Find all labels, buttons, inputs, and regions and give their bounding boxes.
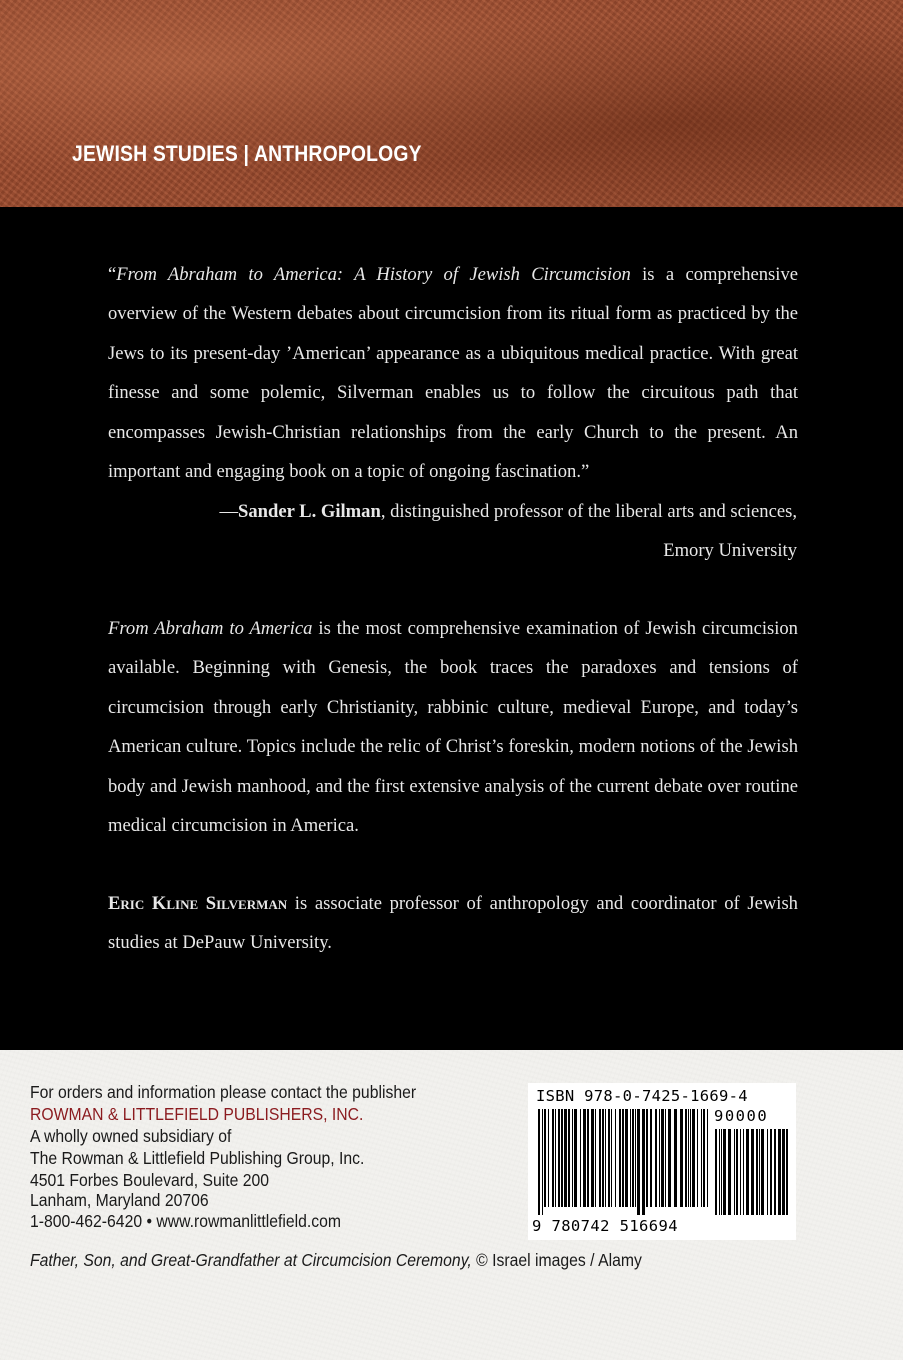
barcode-bar: [615, 1109, 616, 1207]
textured-header-band: [0, 0, 907, 207]
isbn-barcode: [528, 1083, 796, 1240]
barcode-bar: [622, 1109, 624, 1207]
barcode-bar: [561, 1109, 563, 1207]
barcode-bar: [665, 1109, 666, 1207]
publisher-contact: 1-800-462-6420 • www.rowmanlittlefield.com: [30, 1211, 342, 1231]
barcode-bar: [655, 1109, 657, 1207]
barcode-bar: [572, 1109, 573, 1207]
barcode-bar: [591, 1109, 594, 1207]
attribution-name: Sander L. Gilman: [238, 501, 381, 522]
barcode-bar: [701, 1109, 702, 1207]
quote-text: is a comprehensive overview of the Western debates about circumcision from its ritual form as practiced by the Jews to its present-day ’American’ appearance as a ubiquitous medical practice. With great finesse and some polemic, Silverman enables us to follow the circuitous path that encompasses Jewish-Christian relationships from the early Church to the present. An important and engaging book on a topic of ongoing fascination.”: [108, 264, 799, 483]
barcode-bar: [703, 1109, 705, 1207]
author-bio-text: is associate professor of anthropology and coordinator of Jewish studies at DePauw University.: [108, 893, 798, 954]
barcode-bar: [650, 1109, 652, 1207]
barcode-bar: [782, 1129, 785, 1215]
barcode-bar: [778, 1129, 781, 1215]
barcode-bar: [625, 1109, 628, 1207]
quote-attribution: [219, 492, 797, 571]
barcode-bar: [632, 1109, 634, 1207]
attribution-title: , distinguished professor of the liberal arts and sciences,: [380, 501, 797, 522]
publisher-address: 4501 Forbes Boulevard, Suite 200: [30, 1170, 270, 1190]
quote-open-mark: “: [108, 264, 117, 285]
barcode-bar: [690, 1109, 691, 1207]
barcode-bar: [734, 1129, 735, 1215]
author-bio: [108, 884, 798, 963]
photo-credit-text: © Israel images / Alamy: [471, 1250, 642, 1270]
barcode-bar: [552, 1109, 554, 1207]
barcode-bar: [568, 1109, 570, 1207]
barcode-bar: [715, 1129, 717, 1215]
ean-barcode-bars: [538, 1109, 710, 1217]
barcode-bar: [786, 1129, 788, 1215]
book-description: [108, 609, 798, 845]
barcode-bar: [564, 1109, 567, 1207]
author-name: Eric Kline Silverman: [108, 893, 288, 914]
description-book-title: From Abraham to America: [108, 618, 313, 639]
barcode-bar: [728, 1129, 731, 1215]
barcode-bar: [646, 1109, 648, 1207]
barcode-bar: [544, 1109, 546, 1207]
barcode-bar: [688, 1109, 689, 1207]
barcode-bar: [619, 1109, 621, 1207]
attribution-affiliation: Emory University: [663, 540, 797, 562]
page-edge: [903, 0, 907, 1360]
barcode-bar: [580, 1109, 581, 1207]
barcode-bar: [668, 1109, 671, 1207]
barcode-bar: [674, 1109, 677, 1207]
barcode-bar: [761, 1129, 764, 1215]
barcode-bar: [721, 1129, 722, 1215]
barcode-bar: [767, 1129, 768, 1215]
barcode-bar: [548, 1109, 549, 1207]
isbn-label: ISBN 978-0-7425-1669-4: [536, 1087, 748, 1105]
ean-digits: 9 780742 516694: [532, 1217, 678, 1235]
barcode-bar: [595, 1109, 596, 1207]
barcode-bar: [555, 1109, 556, 1207]
barcode-bar: [697, 1109, 698, 1207]
barcode-bar: [635, 1109, 636, 1207]
barcode-bar: [759, 1129, 760, 1215]
barcode-bar: [661, 1109, 664, 1207]
addon-barcode-bars: [715, 1129, 789, 1217]
addon-digits: 90000: [714, 1107, 769, 1125]
barcode-bar: [746, 1129, 749, 1215]
photo-caption: Father, Son, and Great-Grandfather at Circumcision Ceremony,: [30, 1250, 472, 1270]
barcode-bar: [538, 1109, 540, 1215]
barcode-bar: [611, 1109, 612, 1207]
photo-credit: [30, 1250, 642, 1271]
barcode-bar: [642, 1109, 645, 1215]
barcode-bar: [723, 1129, 726, 1215]
barcode-bar: [558, 1109, 560, 1207]
barcode-bar: [770, 1129, 772, 1215]
barcode-bar: [574, 1109, 577, 1207]
barcode-bar: [542, 1109, 543, 1215]
barcode-bar: [599, 1109, 601, 1207]
barcode-bar: [637, 1109, 640, 1215]
publisher-intro: For orders and information please contact the publisher: [30, 1082, 417, 1102]
barcode-bar: [756, 1129, 758, 1215]
quote-book-title: From Abraham to America: A History of Jewish Circumcision: [116, 264, 631, 285]
publisher-subsidiary: A wholly owned subsidiary of: [30, 1126, 232, 1146]
barcode-bar: [587, 1109, 589, 1207]
barcode-bar: [774, 1129, 776, 1215]
attribution-dash: —: [219, 501, 239, 522]
barcode-bar: [685, 1109, 687, 1207]
barcode-bar: [740, 1129, 741, 1215]
publisher-group: The Rowman & Littlefield Publishing Group, Inc.: [30, 1148, 365, 1168]
barcode-bar: [707, 1109, 708, 1207]
barcode-bar: [736, 1129, 738, 1215]
review-quote: [108, 255, 798, 491]
barcode-bar: [751, 1129, 754, 1215]
barcode-bar: [630, 1109, 631, 1207]
barcode-bar: [583, 1109, 586, 1207]
barcode-bar: [602, 1109, 604, 1207]
barcode-bar: [659, 1109, 660, 1207]
description-text: is the most comprehensive examination of Jewish circumcision available. Beginning with Genesis, the book traces the paradoxes and tensions of circumcision through early Christianity, rabbinic culture, medieval Europe, and today’s American culture. Topics include the relic of Christ’s foreskin, modern notions of the Jewish body and Jewish manhood, and the first extensive analysis of the current debate over routine medical circumcision in America.: [108, 618, 798, 837]
category-label: JEWISH STUDIES | ANTHROPOLOGY: [72, 141, 422, 166]
barcode-bar: [680, 1109, 683, 1207]
publisher-city: Lanham, Maryland 20706: [30, 1190, 209, 1210]
barcode-bar: [605, 1109, 606, 1207]
barcode-bar: [692, 1109, 695, 1207]
barcode-bar: [608, 1109, 610, 1207]
publisher-name: ROWMAN & LITTLEFIELD PUBLISHERS, INC.: [30, 1104, 364, 1124]
barcode-bar: [719, 1129, 720, 1215]
barcode-bar: [743, 1129, 744, 1215]
